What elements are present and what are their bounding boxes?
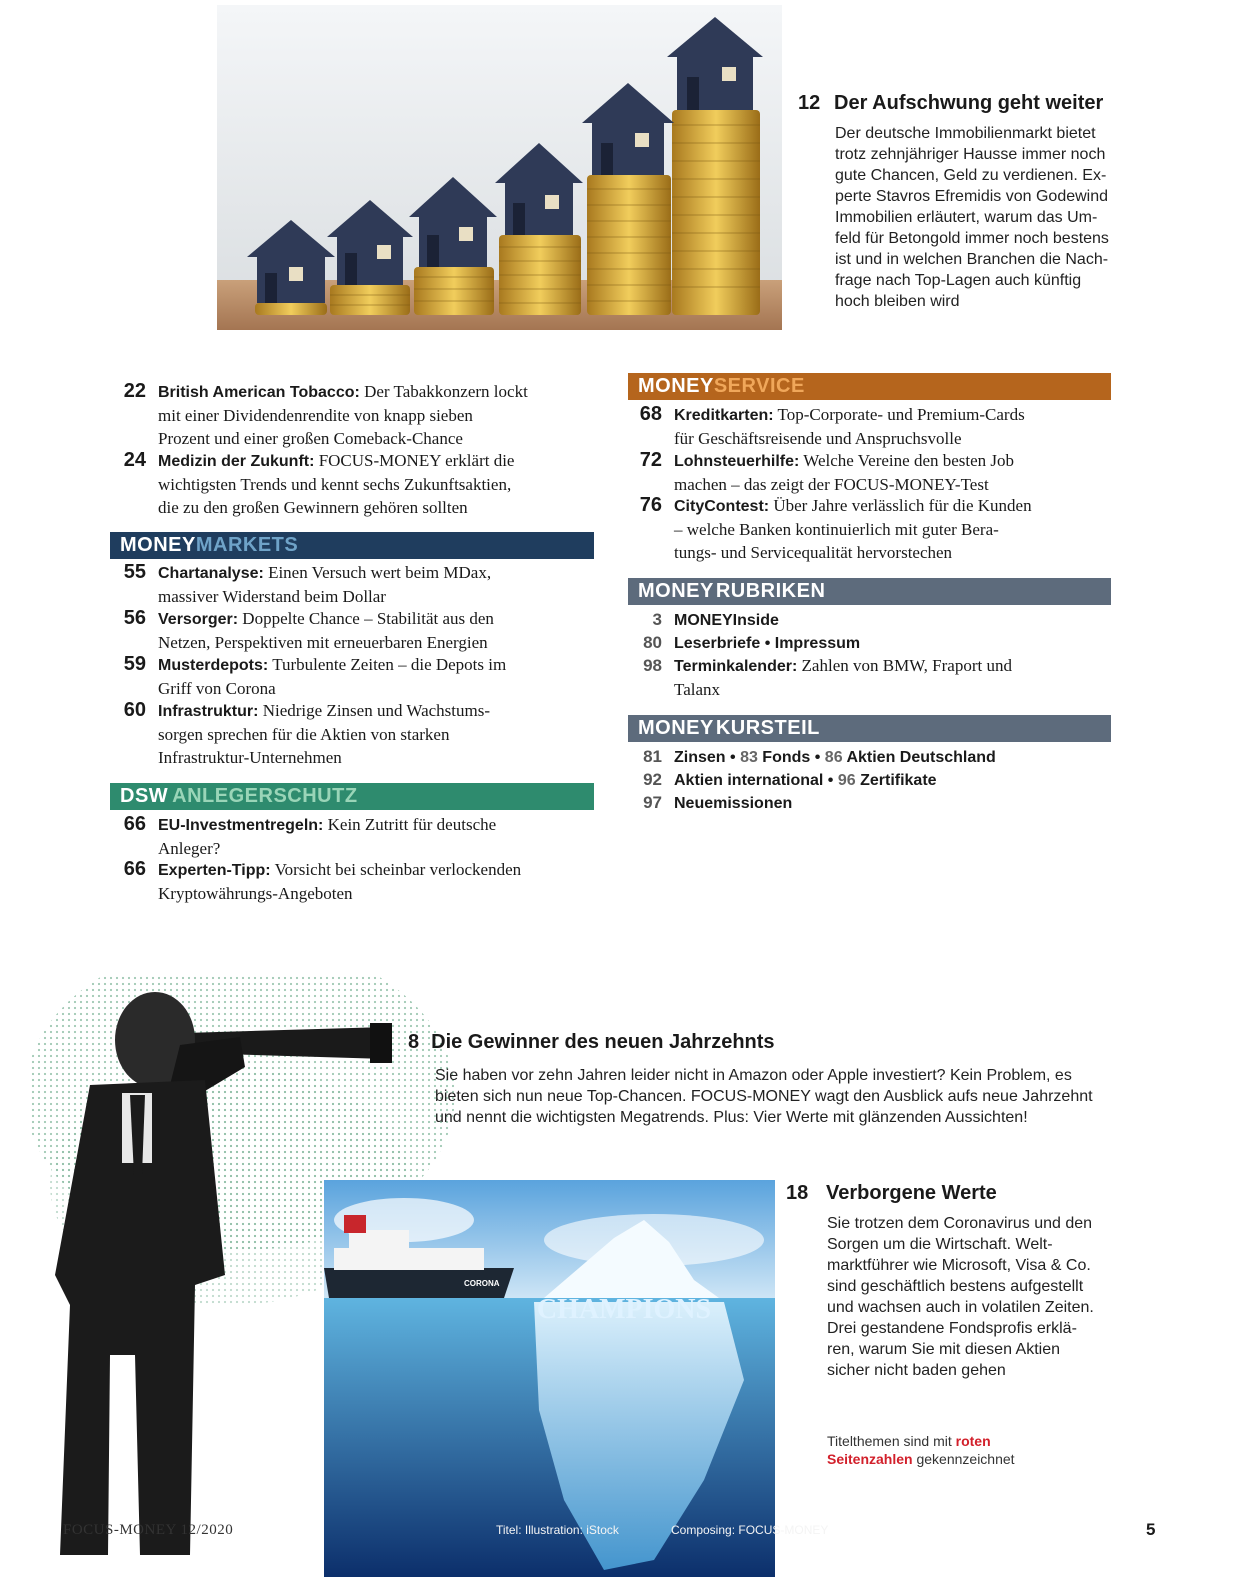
section-money-markets: MONEY MARKETS xyxy=(110,532,594,559)
toc-entry-kreditkarten[interactable]: 68 Kreditkarten: Top-Corporate- und Premium-Cards für Geschäftsreisende und Anspruchsvolle xyxy=(639,403,1025,448)
toc-entry-bat[interactable]: 22 British American Tobacco: Der Tabakkonzern lockt mit einer Dividendenrendite von knapp sieben Prozent und einer großen Comeback-Chance xyxy=(123,380,528,448)
feature-top[interactable] xyxy=(798,92,1218,312)
feature-bottom-title: Verborgene Werte xyxy=(826,1182,997,1204)
toc-entry-moneyinside[interactable]: 3 MONEYInside xyxy=(652,610,779,629)
footer-magazine: FOCUS-MONEY 12/2020 xyxy=(63,1522,234,1538)
toc-entry-eu-investmentregeln[interactable]: 66 EU-Investmentregeln: Kein Zutritt für deutsche Anleger? xyxy=(123,813,497,858)
toc-entry-terminkalender[interactable]: 98 Terminkalender: Zahlen von BMW, Fraport und Talanx xyxy=(643,656,1012,699)
iceberg-champions-image xyxy=(324,1180,775,1577)
legend-red-page-numbers: Titelthemen sind mit roten Seitenzahlen gekennzeichnet xyxy=(827,1433,1015,1467)
feature-bottom[interactable] xyxy=(786,1182,1206,1381)
toc-entry-leserbriefe[interactable]: 80 Leserbriefe • Impressum xyxy=(643,633,861,652)
section-money-rubriken: MONEY RUBRIKEN xyxy=(628,578,1111,605)
footer-credit-title: Titel: Illustration: iStock xyxy=(496,1523,619,1537)
footer-credit-composing: Composing: FOCUS-MONEY xyxy=(671,1523,829,1537)
toc-entry-infrastruktur[interactable]: 60 Infrastruktur: Niedrige Zinsen und Wachstums- sorgen sprechen für die Aktien von starken Infrastruktur-Unternehmen xyxy=(123,699,491,767)
iceberg-label: CHAMPIONS xyxy=(536,1294,712,1325)
feature-bottom-page: 18 xyxy=(786,1182,809,1204)
section-money-kursteil: MONEY KURSTEIL xyxy=(628,715,1111,742)
feature-top-title: Der Aufschwung geht weiter xyxy=(834,92,1104,114)
feature-mid-title: Die Gewinner des neuen Jahrzehnts xyxy=(431,1031,775,1053)
toc-entry-chartanalyse[interactable]: 55 Chartanalyse: Einen Versuch wert beim MDax, massiver Widerstand beim Dollar xyxy=(123,561,492,606)
feature-bottom-text: Sie trotzen dem Coronavirus und den Sorgen um die Wirtschaft. Welt- marktführer wie Microsoft, Visa & Co. sind geschäftlich bestens aufgestellt und wachsen auch in volatilen Zeiten. Drei gestandene Fondsprofis erklä- ren, warum Sie mit diesen Aktien sicher nicht baden gehen xyxy=(827,1215,1094,1379)
toc-entry-kursteil-1[interactable]: 81 Zinsen • 83 Fonds • 86 Aktien Deutschland xyxy=(643,747,996,766)
feature-top-page: 12 xyxy=(798,92,821,114)
toc-entry-citycontest[interactable]: 76 CityContest: Über Jahre verlässlich für die Kunden – welche Banken kontinuierlich mit guter Bera- tungs- und Servicequalität hervorstechen xyxy=(639,494,1032,562)
feature-mid[interactable] xyxy=(408,1031,1128,1128)
toc-entry-medizin[interactable]: 24 Medizin der Zukunft: FOCUS-MONEY erklärt die wichtigsten Trends und kennt sechs Zukunftsaktien, die zu den großen Gewinnern gehören sollten xyxy=(123,449,515,517)
toc-entry-kursteil-3[interactable]: 97 Neuemissionen xyxy=(643,793,793,812)
page-number: 5 xyxy=(1146,1520,1156,1539)
section-dsw-anlegerschutz: DSW ANLEGERSCHUTZ xyxy=(110,783,594,810)
toc-entry-musterdepots[interactable]: 59 Musterdepots: Turbulente Zeiten – die Depots im Griff von Corona xyxy=(123,653,507,698)
section-money-service: MONEY SERVICE xyxy=(628,373,1111,400)
toc-entry-kursteil-2[interactable]: 92 Aktien international • 96 Zertifikate xyxy=(643,770,937,789)
toc-entry-versorger[interactable]: 56 Versorger: Doppelte Chance – Stabilität aus den Netzen, Perspektiven mit erneuerbaren Energien xyxy=(123,607,494,652)
houses-coins-image xyxy=(217,5,782,330)
ship-name: CORONA xyxy=(464,1279,500,1288)
feature-mid-text: Sie haben vor zehn Jahren leider nicht in Amazon oder Apple investiert? Kein Problem, es bieten sich nun neue Top-Chancen. FOCUS-MONEY wagt den Ausblick aufs neue Jahrzehnt und nennt die wichtigsten Megatrends. Plus: Vier Werte mit glänzenden Aussichten! xyxy=(435,1067,1093,1126)
toc-entry-lohnsteuerhilfe[interactable]: 72 Lohnsteuerhilfe: Welche Vereine den besten Job machen – das zeigt der FOCUS-MONEY-Test xyxy=(639,449,1015,494)
feature-top-text: Der deutsche Immobilienmarkt bietet trotz zehnjähriger Hausse immer noch gute Chancen, Geld zu verdienen. Ex- perte Stavros Efremidis von Godewind Immobilien erläutert, warum das Um- feld für Betongold immer noch bestens ist und in welchen Branchen die Nach- frage nach Top-Lagen auch künftig hoch bleiben wird xyxy=(835,125,1109,310)
toc-entry-experten-tipp[interactable]: 66 Experten-Tipp: Vorsicht bei scheinbar verlockenden Kryptowährungs-Angeboten xyxy=(123,858,522,903)
feature-mid-page: 8 xyxy=(408,1031,420,1053)
